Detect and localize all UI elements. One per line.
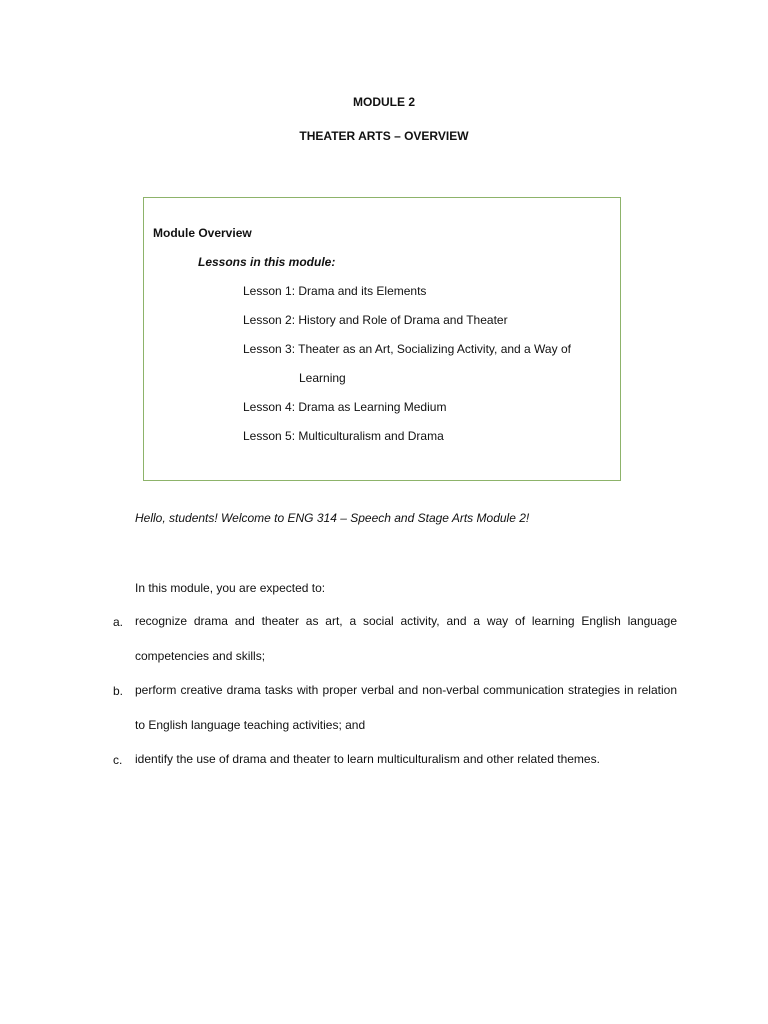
lesson-item: Lesson 1: Drama and its Elements: [243, 284, 427, 298]
objective-marker: c.: [113, 753, 123, 767]
module-number-heading: MODULE 2: [352, 95, 415, 109]
page-title: THEATER ARTS – OVERVIEW: [299, 129, 469, 143]
lesson-item: Lesson 2: History and Role of Drama and Theater: [243, 313, 508, 327]
lessons-subtitle: Lessons in this module:: [198, 255, 336, 269]
lesson-item: Lesson 5: Multiculturalism and Drama: [243, 429, 444, 443]
welcome-message: Hello, students! Welcome to ENG 314 – Speech and Stage Arts Module 2!: [135, 511, 530, 525]
objective-marker: b.: [113, 684, 124, 698]
objective-text: perform creative drama tasks with proper verbal and non-verbal communication strategies in relation to English language teaching activities; and: [135, 683, 677, 732]
expectations-lead: In this module, you are expected to:: [135, 581, 326, 595]
objective-text: recognize drama and theater as art, a social activity, and a way of learning English language competencies and skills;: [135, 614, 677, 663]
lesson-item: Lesson 3: Theater as an Art, Socializing Activity, and a Way of: [243, 342, 571, 356]
objective-marker: a.: [113, 615, 124, 629]
overview-box-title: Module Overview: [153, 226, 252, 240]
lesson-item: Lesson 4: Drama as Learning Medium: [243, 400, 447, 414]
objective-text: identify the use of drama and theater to learn multiculturalism and other related themes.: [135, 752, 600, 766]
module-overview-box: [143, 197, 621, 481]
lesson-item-continuation: Learning: [299, 371, 346, 385]
